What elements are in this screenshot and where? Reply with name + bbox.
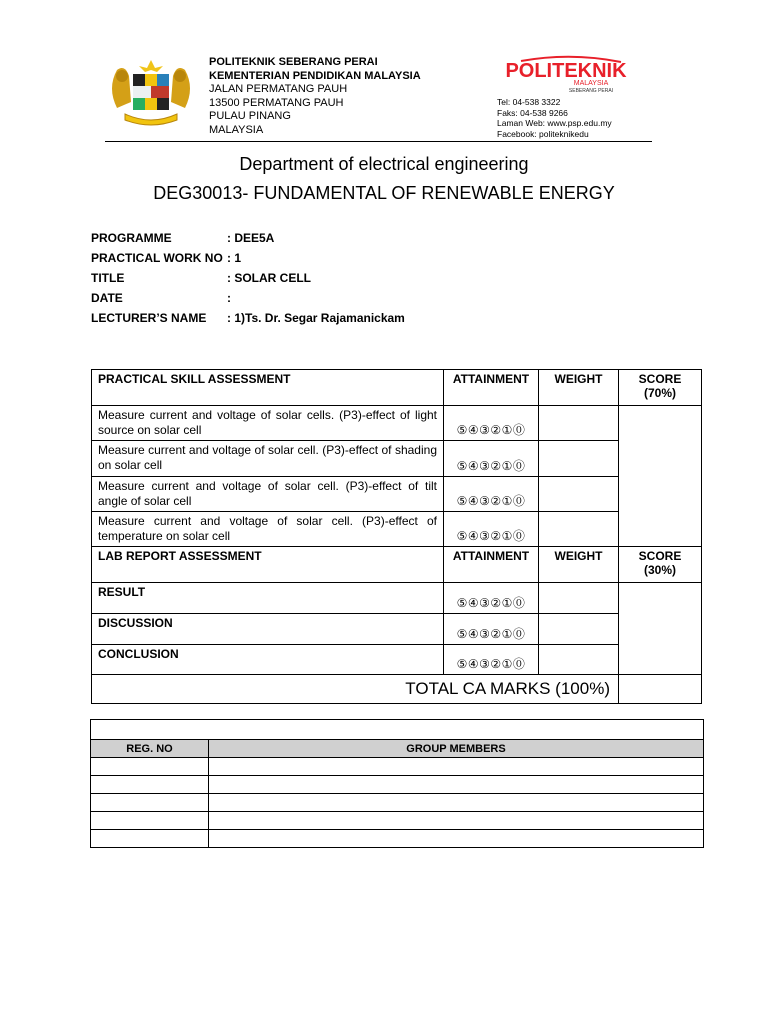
attainment-scale[interactable]: ⑤④③②①⓪ — [444, 583, 539, 614]
practical-row — [92, 441, 702, 477]
logo-subtext: MALAYSIA — [573, 80, 609, 87]
info-label: DATE — [91, 291, 123, 305]
address-line: MALAYSIA — [209, 123, 264, 136]
member-name-cell[interactable] — [209, 776, 704, 794]
reg-no-cell[interactable] — [91, 776, 209, 794]
attainment-scale[interactable]: ⑤④③②①⓪ — [444, 406, 539, 441]
lab-row — [92, 645, 702, 675]
reg-no-cell[interactable] — [91, 812, 209, 830]
practical-row — [92, 512, 702, 547]
info-label: PRACTICAL WORK NO — [91, 251, 223, 265]
info-label: TITLE — [91, 271, 125, 285]
attainment-scale[interactable]: ⑤④③②①⓪ — [444, 614, 539, 645]
attainment-scale[interactable]: ⑤④③②①⓪ — [444, 512, 539, 547]
course-title: DEG30013- FUNDAMENTAL OF RENEWABLE ENERGY — [153, 183, 615, 203]
address-line: JALAN PERMATANG PAUH — [209, 83, 348, 95]
criterion-text: Measure current and voltage of solar cell. (P3)-effect of shading on solar cell — [92, 441, 444, 477]
total-row — [92, 675, 702, 704]
attainment-scale[interactable]: ⑤④③②①⓪ — [444, 441, 539, 477]
group-members-header: GROUP MEMBERS — [209, 740, 704, 758]
weight-cell[interactable] — [539, 477, 619, 512]
info-value: : DEE5A — [227, 231, 275, 245]
info-value: : 1 — [227, 251, 242, 265]
logo-text: POLITEKNIK — [505, 60, 627, 82]
reg-no-cell[interactable] — [91, 794, 209, 812]
weight-header: WEIGHT — [539, 547, 619, 583]
lab-item-discussion: DISCUSSION — [92, 614, 444, 645]
lab-report-header: LAB REPORT ASSESSMENT — [92, 547, 444, 583]
practical-row — [92, 406, 702, 441]
reg-no-cell[interactable] — [91, 758, 209, 776]
attainment-scale[interactable]: ⑤④③②①⓪ — [444, 645, 539, 675]
contact-line: Laman Web: www.psp.edu.my — [497, 118, 612, 128]
member-row — [91, 758, 704, 776]
header-divider — [105, 141, 652, 142]
weight-cell[interactable] — [539, 512, 619, 547]
group-members-table — [90, 719, 704, 848]
lab-header-row — [92, 547, 702, 583]
members-header-row — [91, 740, 704, 758]
members-title-row — [91, 720, 704, 740]
contact-line: Faks: 04-538 9266 — [497, 107, 568, 118]
member-name-cell[interactable] — [209, 812, 704, 830]
member-name-cell[interactable] — [209, 758, 704, 776]
institution-line: POLITEKNIK SEBERANG PERAI — [209, 56, 378, 68]
members-title-cell — [91, 720, 704, 740]
attainment-header: ATTAINMENT — [444, 370, 539, 406]
score-header — [619, 370, 702, 406]
attainment-header: ATTAINMENT — [444, 547, 539, 583]
malaysia-coat-of-arms-icon — [105, 58, 197, 130]
weight-cell[interactable] — [539, 645, 619, 675]
score-header-label: SCORE — [638, 372, 682, 386]
total-ca-marks-label: TOTAL CA MARKS (100%) — [92, 675, 619, 704]
info-label: PROGRAMME — [91, 231, 172, 245]
lab-item-result: RESULT — [92, 583, 444, 614]
contact-line: Tel: 04-538 3322 — [497, 97, 561, 107]
score-header-label: SCORE — [638, 549, 682, 563]
score-header — [619, 547, 702, 583]
address-line: PULAU PINANG — [209, 110, 291, 122]
contact-line: Facebook: politeknikedu — [497, 128, 589, 139]
member-name-cell[interactable] — [209, 830, 704, 848]
lab-row — [92, 614, 702, 645]
practical-score-cell[interactable] — [619, 406, 702, 547]
politeknik-logo — [481, 54, 651, 94]
lab-item-conclusion: CONCLUSION — [92, 645, 444, 675]
contact-info — [497, 97, 612, 139]
practical-skill-header: PRACTICAL SKILL ASSESSMENT — [92, 370, 444, 406]
weight-cell[interactable] — [539, 614, 619, 645]
practical-row — [92, 477, 702, 512]
member-row — [91, 776, 704, 794]
member-name-cell[interactable] — [209, 794, 704, 812]
department-title: Department of electrical engineering — [239, 154, 529, 174]
criterion-text: Measure current and voltage of solar cell. (P3)-effect of tilt angle of solar cell — [92, 477, 444, 512]
institution-line: KEMENTERIAN PENDIDIKAN MALAYSIA — [209, 69, 421, 82]
lab-score-cell[interactable] — [619, 583, 702, 675]
logo-subtext: SEBERANG PERAI — [568, 88, 614, 94]
institution-address — [209, 56, 421, 137]
criterion-text: Measure current and voltage of solar cells. (P3)-effect of light source on solar cell — [92, 406, 444, 441]
weight-header: WEIGHT — [539, 370, 619, 406]
practical-header-row — [92, 370, 702, 406]
score-percent: (70%) — [643, 386, 676, 400]
weight-cell[interactable] — [539, 406, 619, 441]
address-line: 13500 PERMATANG PAUH — [209, 96, 344, 109]
attainment-scale[interactable]: ⑤④③②①⓪ — [444, 477, 539, 512]
score-percent: (30%) — [643, 563, 676, 577]
member-row — [91, 794, 704, 812]
info-value: : 1)Ts. Dr. Segar Rajamanickam — [227, 311, 405, 325]
assessment-table — [91, 369, 702, 704]
weight-cell[interactable] — [539, 441, 619, 477]
reg-no-header: REG. NO — [91, 740, 209, 758]
member-row — [91, 830, 704, 848]
info-value: : SOLAR CELL — [227, 271, 311, 285]
letterhead — [105, 50, 655, 142]
info-label: LECTURER’S NAME — [91, 311, 207, 325]
weight-cell[interactable] — [539, 583, 619, 614]
member-row — [91, 812, 704, 830]
info-value: : — [227, 291, 231, 305]
total-score-cell[interactable] — [619, 675, 702, 704]
reg-no-cell[interactable] — [91, 830, 209, 848]
criterion-text: Measure current and voltage of solar cell. (P3)-effect of temperature on solar cell — [92, 512, 444, 547]
lab-row — [92, 583, 702, 614]
